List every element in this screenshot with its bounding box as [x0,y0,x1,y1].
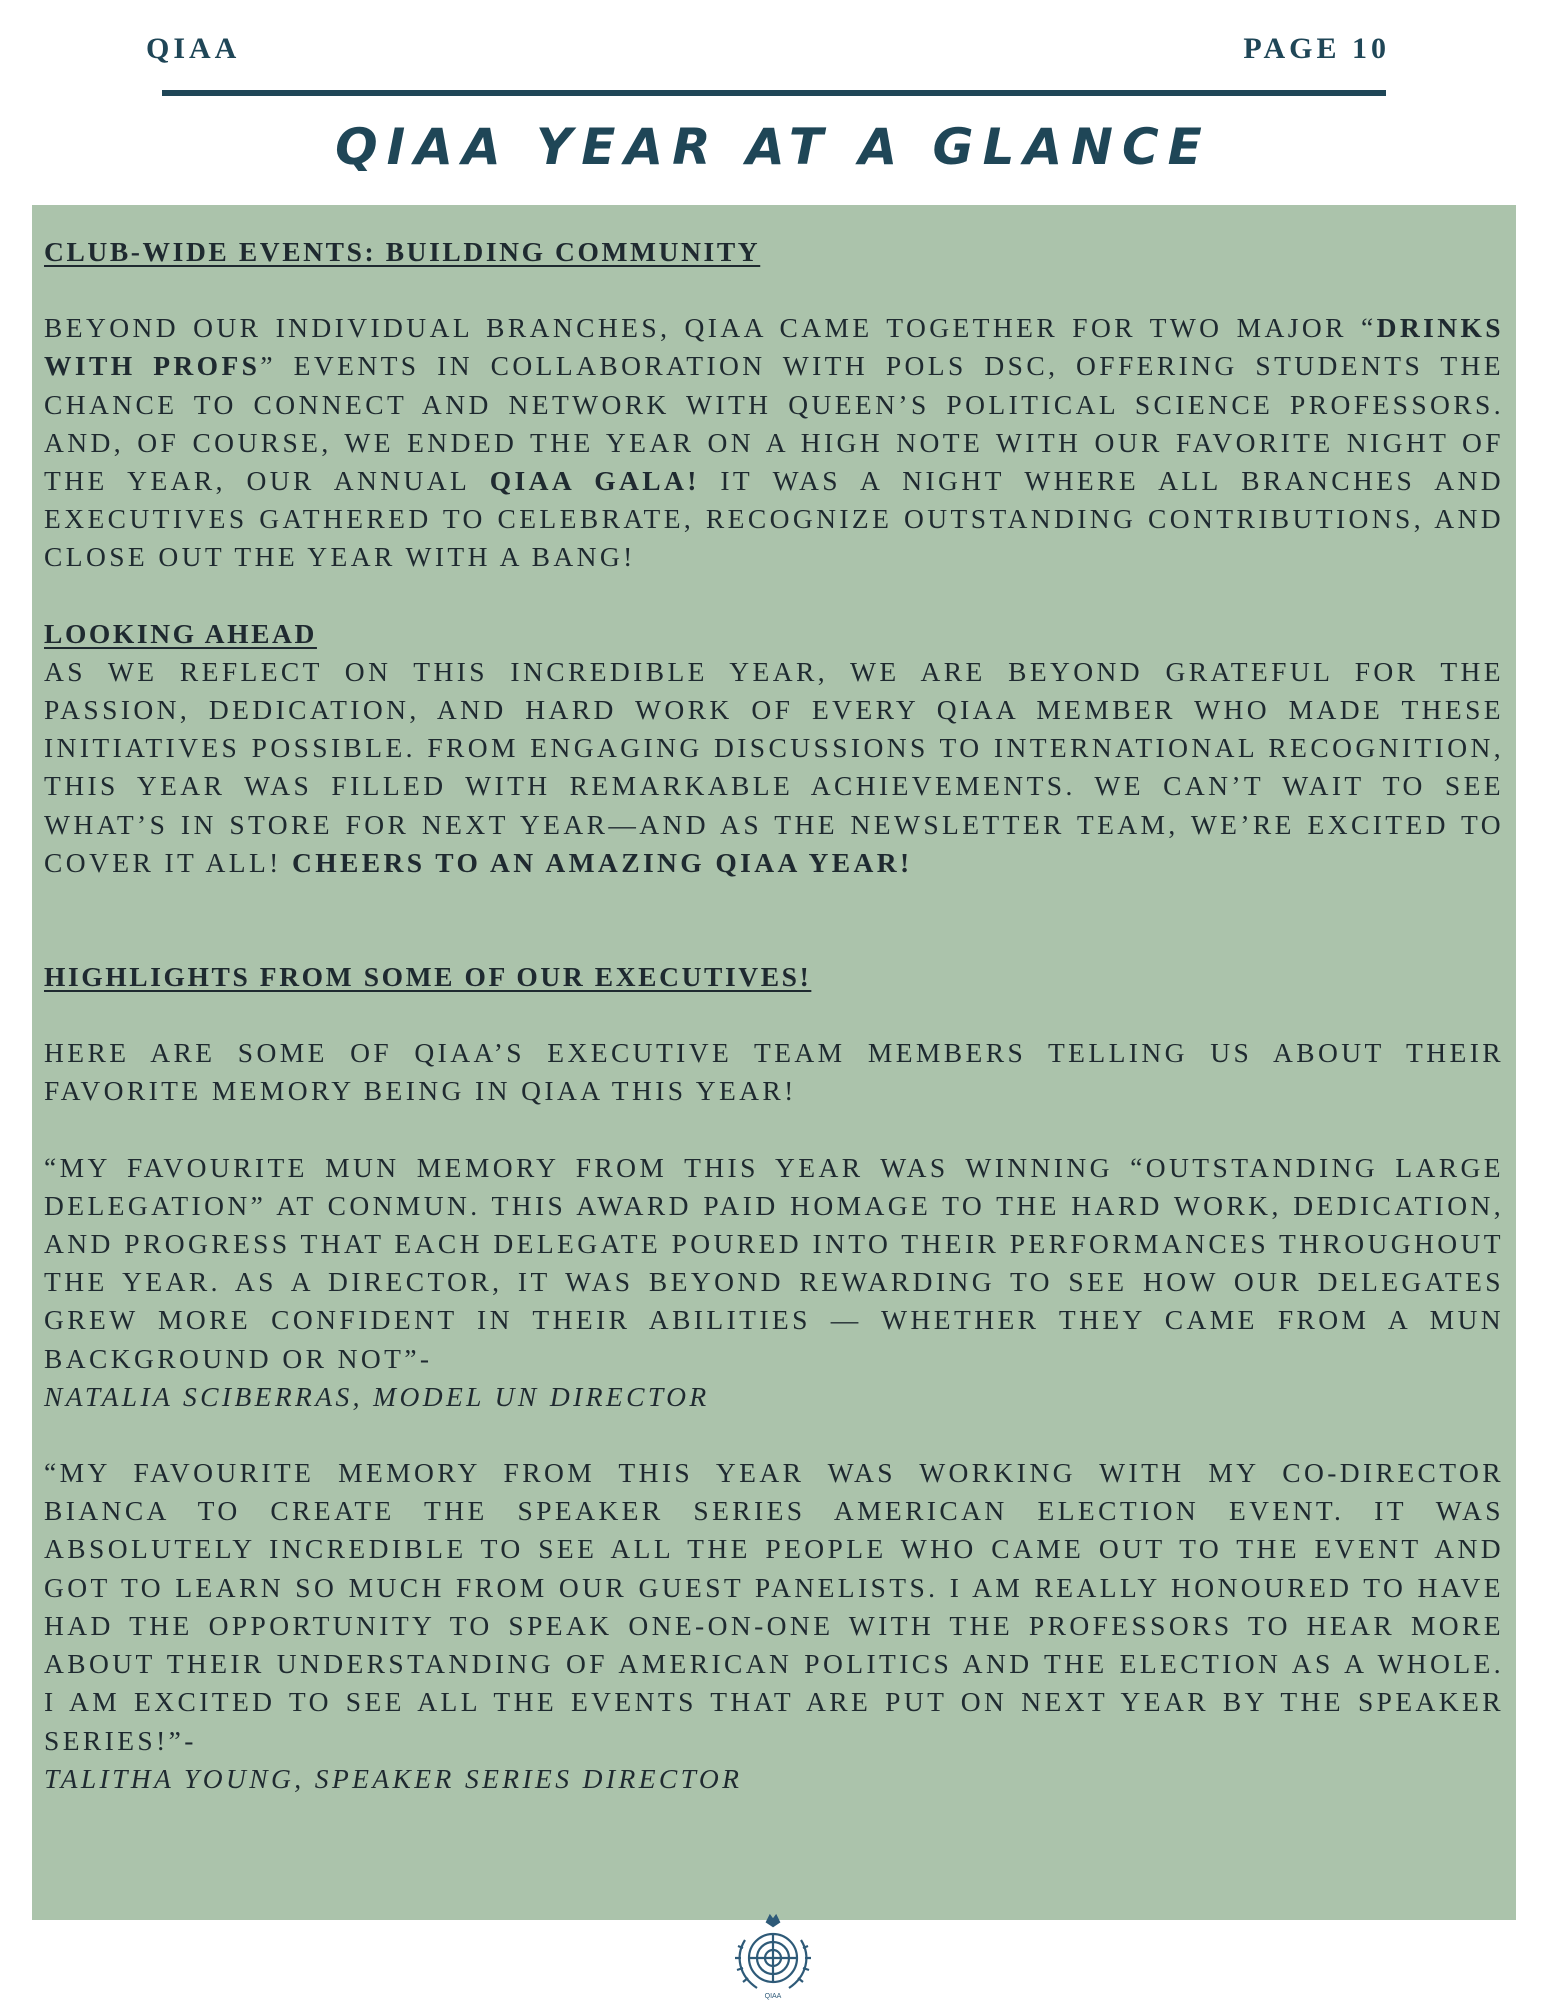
text-run-bold: DRINKS WITH PROFS [44,312,1504,382]
executive-quote [44,1149,1504,1416]
quote-text: “MY FAVOURITE MUN MEMORY FROM THIS YEAR WAS WINNING “OUTSTANDING LARGE DELEGATION” AT CONMUN. THIS AWARD PAID HOMAGE TO THE HARD WORK, DEDICATION, AND PROGRESS THAT EACH DELEGATE POURED INTO THEIR PERFORMANCES THROUGHOUT THE YEAR. AS A DIRECTOR, IT WAS BEYOND REWARDING TO SEE HOW OUR DELEGATES GREW MORE CONFIDENT IN THEIR ABILITIES — WHETHER THEY CAME FROM A MUN BACKGROUND OR NOT”- [44,1151,1504,1374]
text-run: AS WE REFLECT ON THIS INCREDIBLE YEAR, WE ARE BEYOND GRATEFUL FOR THE PASSION, DEDICATION, AND HARD WORK OF EVERY QIAA MEMBER WHO MADE THESE INITIATIVES POSSIBLE. FROM ENGAGING DISCUSSIONS TO INTERNATIONAL RECOGNITION, THIS YEAR WAS FILLED WITH REMARKABLE ACHIEVEMENTS. WE CAN’T WAIT TO SEE WHAT’S IN STORE FOR NEXT YEAR—AND AS THE NEWSLETTER TEAM, WE’RE EXCITED TO COVER IT ALL! [44,655,1504,878]
section-heading-highlights: HIGHLIGHTS FROM SOME OF OUR EXECUTIVES! [44,961,812,993]
section-heading-looking-ahead: LOOKING AHEAD [44,617,317,649]
executive-quote [44,1454,1504,1798]
header-page-number: PAGE 10 [1243,32,1390,65]
quote-text: “MY FAVOURITE MEMORY FROM THIS YEAR WAS WORKING WITH MY CO-DIRECTOR BIANCA TO CREATE THE SPEAKER SERIES AMERICAN ELECTION EVENT. IT WAS ABSOLUTELY INCREDIBLE TO SEE ALL THE PEOPLE WHO CAME OUT TO THE EVENT AND GOT TO LEARN SO MUCH FROM OUR GUEST PANELISTS. I AM REALLY HONOURED TO HAVE HAD THE OPPORTUNITY TO SPEAK ONE-ON-ONE WITH THE PROFESSORS TO HEAR MORE ABOUT THEIR UNDERSTANDING OF AMERICAN POLITICS AND THE ELECTION AS A WHOLE. I AM EXCITED TO SEE ALL THE EVENTS THAT ARE PUT ON NEXT YEAR BY THE SPEAKER SERIES!”- [44,1457,1504,1756]
header-org: QIAA [146,32,241,65]
text-run-bold: QIAA GALA! [489,465,700,497]
club-wide-paragraph [44,309,1504,576]
text-run: ” EVENTS IN COLLABORATION WITH POLS DSC, OFFERING STUDENTS THE CHANCE TO CONNECT AND NETWORK WITH QUEEN’S POLITICAL SCIENCE PROFESSORS. AND, OF COURSE, WE ENDED THE YEAR ON A HIGH NOTE WITH OUR FAVORITE NIGHT OF THE YEAR, OUR ANNUAL [44,350,1505,497]
looking-ahead-paragraph [44,653,1504,882]
text-run: BEYOND OUR INDIVIDUAL BRANCHES, QIAA CAME TOGETHER FOR TWO MAJOR “ [44,312,1377,344]
text-run: IT WAS A NIGHT WHERE ALL BRANCHES AND EXECUTIVES GATHERED TO CELEBRATE, RECOGNIZE OUTSTANDING CONTRIBUTIONS, AND CLOSE OUT THE YEAR WITH A BANG! [44,465,1504,573]
text-run-bold: CHEERS TO AN AMAZING QIAA YEAR! [291,846,913,878]
quote-attribution: NATALIA SCIBERRAS, MODEL UN DIRECTOR [44,1380,710,1412]
section-heading-club-wide: CLUB-WIDE EVENTS: BUILDING COMMUNITY [44,236,761,267]
header-divider [162,90,1386,96]
content-panel [32,205,1516,1920]
page-title: QIAA YEAR AT A GLANCE [335,118,1211,176]
quote-attribution: TALITHA YOUNG, SPEAKER SERIES DIRECTOR [44,1762,743,1794]
highlights-intro: HERE ARE SOME OF QIAA’S EXECUTIVE TEAM MEMBERS TELLING US ABOUT THEIR FAVORITE MEMORY BEING IN QIAA THIS YEAR! [44,1037,1504,1107]
emblem-text: QIAA [764,1993,782,2000]
un-emblem-icon [727,1912,819,2000]
